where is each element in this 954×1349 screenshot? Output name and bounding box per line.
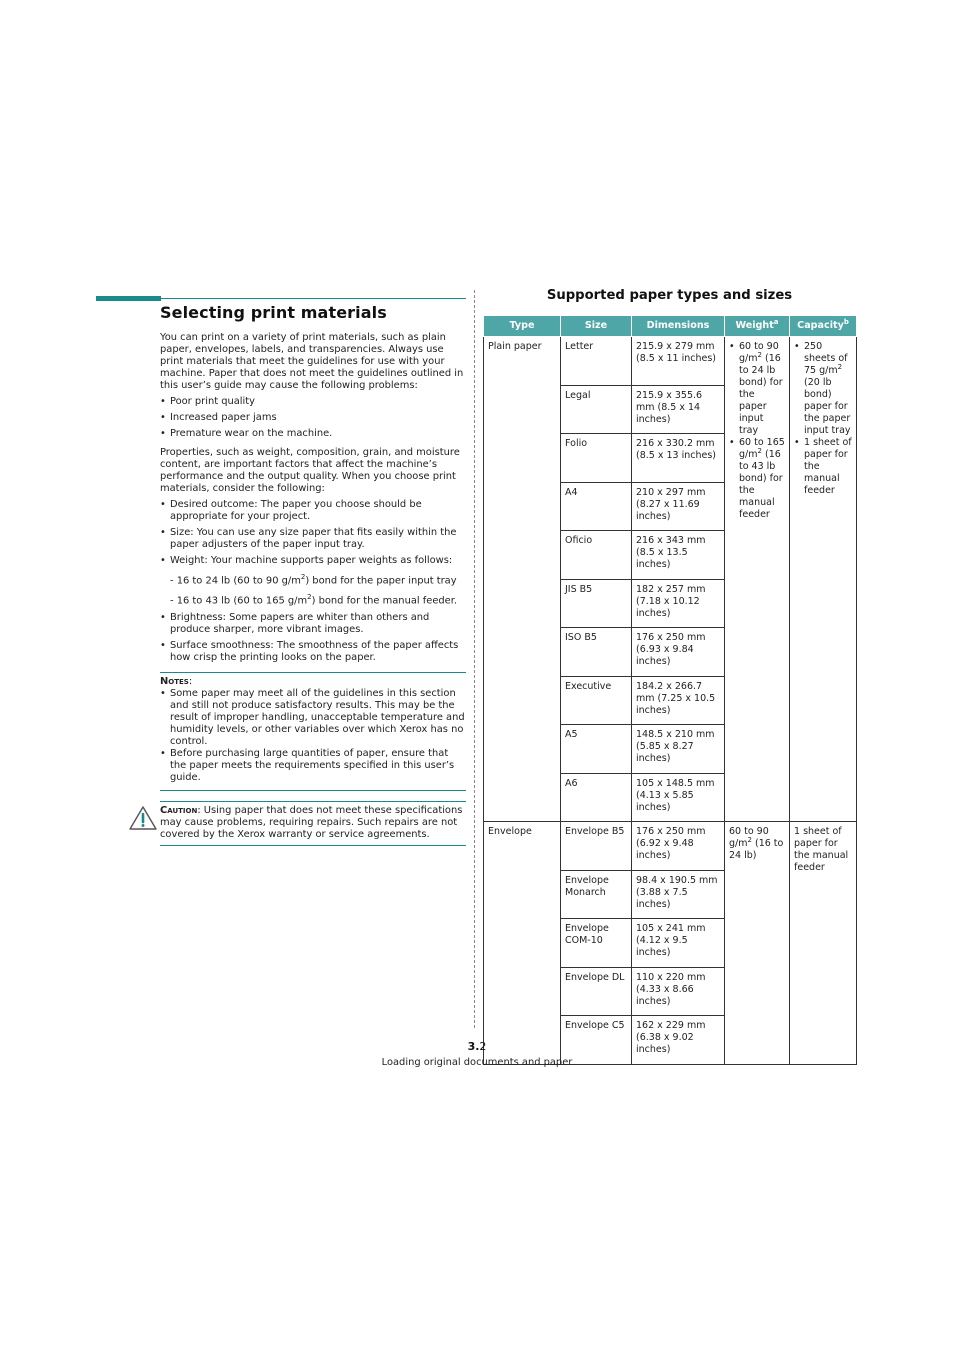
weight-text: Weight: Your machine supports paper weights as follows: — [170, 555, 453, 566]
dimensions-cell: 148.5 x 210 mm (5.85 x 8.27 inches) — [632, 725, 725, 774]
dimensions-cell: 184.2 x 266.7 mm (7.25 x 10.5 inches) — [632, 676, 725, 725]
type-plain-paper: Plain paper — [484, 337, 561, 822]
size-cell: Oficio — [561, 531, 632, 580]
column-divider — [474, 290, 475, 1028]
size-cell: Envelope COM-10 — [561, 919, 632, 968]
dimensions-cell: 105 x 241 mm (4.12 x 9.5 inches) — [632, 919, 725, 968]
properties-paragraph: Properties, such as weight, composition, grain, and moisture content, are important factors that affect the machine’s performance and the output quality. When you choose print materials, consider the following: — [160, 447, 460, 494]
dimensions-cell: 176 x 250 mm (6.93 x 9.84 inches) — [632, 628, 725, 677]
list-item: • Poor print quality — [160, 396, 466, 408]
size-cell: Letter — [561, 337, 632, 386]
paper-types-table — [483, 315, 857, 1065]
header-size: Size — [561, 316, 632, 337]
table-header-row — [484, 316, 857, 337]
section-accent-bar — [96, 296, 161, 301]
notes-list — [160, 688, 466, 784]
header-weight: Weight$^a$ — [725, 316, 790, 337]
weight-sub-2: - 16 to 43 lb (60 to 165 $g/m^2$) bond for the manual feeder. — [170, 593, 458, 607]
capacity-plain-paper: • 250 sheets of 75 $g/m^2$ (20 lb bond) paper for the paper input tray • 1 sheet of paper for the manual feeder — [790, 337, 857, 822]
size-cell: Folio — [561, 434, 632, 483]
dimensions-cell: 210 x 297 mm (8.27 x 11.69 inches) — [632, 482, 725, 531]
weight-plain-paper: • 60 to 90 $g/m^2$ (16 to 24 lb bond) for the paper input tray • 60 to 165 $g/m^2$ (16 to 43 lb bond) for the manual feeder — [725, 337, 790, 822]
table-row — [484, 337, 857, 386]
notes-box: Notes: • Some paper may meet all of the guidelines in this section and still not produce satisfactory results. This may be the result of improper handling, unacceptable temperature and humidity levels, or other variables over which Xerox has no control. • Before purchasing large quantities of paper, ensure that the paper meets the requirements specified in this user’s guide. — [160, 672, 466, 791]
capacity-envelope: 1 sheet of paper for the manual feeder — [790, 822, 857, 1065]
page-title: Selecting print materials — [160, 303, 387, 322]
section-body — [160, 332, 466, 664]
size-cell: A5 — [561, 725, 632, 774]
page-number: 3.2 — [467, 1040, 487, 1053]
size-cell: A4 — [561, 482, 632, 531]
size-cell: ISO B5 — [561, 628, 632, 677]
list-item — [160, 555, 466, 608]
notes-title: Notes — [160, 676, 189, 687]
size-cell: Envelope B5 — [561, 822, 632, 871]
size-cell: JIS B5 — [561, 579, 632, 628]
size-cell: Envelope C5 — [561, 1016, 632, 1065]
dimensions-cell: 162 x 229 mm (6.38 x 9.02 inches) — [632, 1016, 725, 1065]
list-item: • Surface smoothness: The smoothness of the paper affects how crisp the printing looks on the paper. — [160, 640, 466, 664]
size-cell: Envelope Monarch — [561, 870, 632, 919]
caution-icon — [128, 805, 158, 831]
dimensions-cell: 110 x 220 mm (4.33 x 8.66 inches) — [632, 967, 725, 1016]
header-capacity: Capacity$^b$ — [790, 316, 857, 337]
size-cell: A6 — [561, 773, 632, 822]
dimensions-cell: 105 x 148.5 mm (4.13 x 5.85 inches) — [632, 773, 725, 822]
list-item: • Desired outcome: The paper you choose should be appropriate for your project. — [160, 499, 466, 523]
problem-list — [160, 396, 466, 440]
size-cell: Legal — [561, 385, 632, 434]
header-dimensions: Dimensions — [632, 316, 725, 337]
dimensions-cell: 215.9 x 355.6 mm (8.5 x 14 inches) — [632, 385, 725, 434]
header-type: Type — [484, 316, 561, 337]
caution-box — [160, 801, 466, 846]
dimensions-cell: 176 x 250 mm (6.92 x 9.48 inches) — [632, 822, 725, 871]
size-cell: Executive — [561, 676, 632, 725]
table-row — [484, 822, 857, 871]
footer-chapter-title: Loading original documents and paper — [381, 1057, 573, 1068]
dimensions-cell: 98.4 x 190.5 mm (3.88 x 7.5 inches) — [632, 870, 725, 919]
caution-text: : Using paper that does not meet these specifications may cause problems, requiring repairs. Such repairs are not covered by the Xerox warranty or service agreements. — [160, 805, 463, 840]
dimensions-cell: 182 x 257 mm (7.18 x 10.12 inches) — [632, 579, 725, 628]
dimensions-cell: 216 x 343 mm (8.5 x 13.5 inches) — [632, 531, 725, 580]
weight-sub-1: - 16 to 24 lb (60 to 90 $g/m^2$) bond for the paper input tray — [170, 573, 457, 587]
list-item: • Size: You can use any size paper that fits easily within the paper adjusters of the paper input tray. — [160, 527, 466, 551]
dimensions-cell: 215.9 x 279 mm (8.5 x 11 inches) — [632, 337, 725, 386]
list-item: • Brightness: Some papers are whiter than others and produce sharper, more vibrant images. — [160, 612, 466, 636]
dimensions-cell: 216 x 330.2 mm (8.5 x 13 inches) — [632, 434, 725, 483]
size-cell: Envelope DL — [561, 967, 632, 1016]
table-title: Supported paper types and sizes — [546, 288, 793, 303]
list-item: • Some paper may meet all of the guidelines in this section and still not produce satisfactory results. This may be the result of improper handling, unacceptable temperature and humidity levels, or other variables over which Xerox has no control. — [160, 688, 466, 748]
weight-envelope: 60 to 90 $g/m^2$ (16 to 24 lb) — [725, 822, 790, 1065]
section-title-rule — [161, 298, 466, 299]
list-item: • Increased paper jams — [160, 412, 466, 424]
intro-paragraph: You can print on a variety of print materials, such as plain paper, envelopes, labels, and transparencies. Always use print materials that meet the guidelines for use with your machine. Paper that does not meet the guidelines outlined in this user’s guide may cause the following problems: — [160, 332, 464, 391]
caution-title: Caution — [160, 805, 198, 816]
list-item: • Before purchasing large quantities of paper, ensure that the paper meets the requirements specified in this user’s guide. — [160, 748, 466, 784]
list-item: • Premature wear on the machine. — [160, 428, 466, 440]
type-envelope: Envelope — [484, 822, 561, 1065]
consideration-list — [160, 499, 466, 664]
